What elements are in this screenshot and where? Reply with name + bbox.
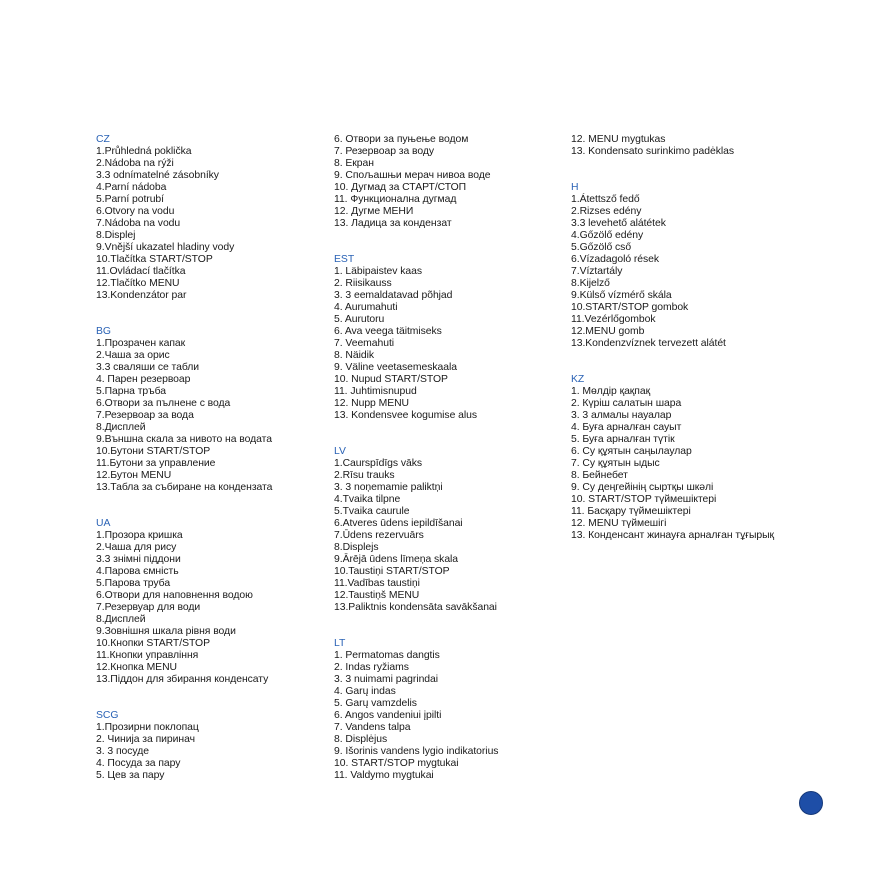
section-heading: BG: [96, 326, 112, 337]
list-item: 7.Резервоар за вода: [96, 410, 194, 421]
list-item: 9. Су деңгейінің сыртқы шкәлі: [571, 482, 714, 493]
list-item: 8. Näidik: [334, 350, 374, 361]
list-item: 10. START/STOP түймешіктері: [571, 494, 717, 505]
list-item: 7.Ūdens rezervuārs: [334, 530, 424, 541]
section-h: [571, 182, 801, 350]
list-item: 5. Aurutoru: [334, 314, 385, 325]
list-item: 12.Taustiņš MENU: [334, 590, 420, 601]
list-item: 6.Atveres ūdens iepildīšanai: [334, 518, 463, 529]
list-item: 13.Kondenzátor par: [96, 290, 187, 301]
list-item: 5.Парна тръба: [96, 386, 166, 397]
list-item: 6.Vízadagoló rések: [571, 254, 660, 265]
list-item: 8.Дисплей: [96, 614, 146, 625]
list-item: 8. Бейнебет: [571, 470, 628, 481]
list-item: 13. Конденсант жинауға арналған тұғырық: [571, 530, 775, 541]
section-kz: [571, 374, 801, 542]
list-item: 12.Tlačítko MENU: [96, 278, 180, 289]
section-ua: [96, 518, 326, 686]
list-item: 7.Резервуар для води: [96, 602, 201, 613]
list-item: 5. Буға арналған түтік: [571, 434, 675, 445]
list-item: 3. 3 nuimami pagrindai: [334, 674, 439, 685]
list-item: 2. Riisikauss: [334, 278, 392, 289]
list-item: 11. Juhtimisnupud: [334, 386, 417, 397]
list-item: 3.3 levehető alátétek: [571, 218, 666, 229]
list-item: 11. Valdymo mygtukai: [334, 770, 434, 781]
list-item: 13.Табла за събиране на кондензата: [96, 482, 273, 493]
list-item: 5.Tvaika caurule: [334, 506, 410, 517]
list-item: 12. Nupp MENU: [334, 398, 410, 409]
list-item: 6. Отвори за пуњење водом: [334, 134, 469, 145]
list-item: 5.Парова труба: [96, 578, 171, 589]
section-lt: [334, 638, 564, 782]
column-1: [96, 134, 326, 782]
list-item: 7. Резервоар за воду: [334, 146, 435, 157]
list-item: 13.Піддон для збирання конденсату: [96, 674, 269, 685]
list-item: 6. Ava veega täitmiseks: [334, 326, 442, 337]
list-item: 7. Veemahuti: [334, 338, 395, 349]
list-item: 5.Gőzölő cső: [571, 242, 632, 253]
section-cz: [96, 134, 326, 302]
section-heading: UA: [96, 518, 111, 529]
list-item: 6. Су құятын саңылаулар: [571, 446, 692, 457]
list-item: 4. Парен резервоар: [96, 374, 191, 385]
list-item: 5. Garų vamzdelis: [334, 698, 417, 709]
list-item: 10.Taustiņi START/STOP: [334, 566, 450, 577]
column-2: [334, 134, 564, 782]
list-item: 6.Отвори для наповнення водою: [96, 590, 253, 601]
section-bg: [96, 326, 326, 494]
list-item: 1. Мөлдір қақпақ: [571, 386, 651, 397]
list-item: 4.Gőzölő edény: [571, 230, 644, 241]
list-item: 9. Спољашњи мерач нивоа воде: [334, 170, 491, 181]
list-item: 1.Průhledná poklička: [96, 146, 192, 157]
list-item: 7. Су құятын ыдыс: [571, 458, 660, 469]
list-item: 4.Tvaika tilpne: [334, 494, 401, 505]
list-item: 8.Kijelző: [571, 278, 610, 289]
list-item: 9. Väline veetasemeskaala: [334, 362, 457, 373]
list-item: 11. Басқару түймешіктері: [571, 506, 691, 517]
list-item: 12. MENU mygtukas: [571, 134, 666, 145]
list-item: 3. 3 посуде: [96, 746, 149, 757]
section-lt-continued: [571, 134, 801, 158]
list-item: 2.Rīsu trauks: [334, 470, 395, 481]
list-item: 9. Išorinis vandens lygio indikatorius: [334, 746, 499, 757]
list-item: 5. Цев за пару: [96, 770, 165, 781]
list-item: 12.Кнопка MENU: [96, 662, 177, 673]
list-item: 1. Permatomas dangtis: [334, 650, 440, 661]
list-item: 4. Посуда за пару: [96, 758, 181, 769]
list-item: 10. Nupud START/STOP: [334, 374, 448, 385]
list-item: 13. Ладица за кондензат: [334, 218, 452, 229]
list-item: 12.Бутон MENU: [96, 470, 172, 481]
list-item: 6. Angos vandeniui įpilti: [334, 710, 442, 721]
page-marker-dot: [799, 791, 823, 815]
list-item: 1.Прозора кришка: [96, 530, 183, 541]
list-item: 10.Кнопки START/STOP: [96, 638, 210, 649]
section-scg: [96, 710, 326, 782]
list-item: 1.Caurspīdīgs vāks: [334, 458, 423, 469]
list-item: 8. Displėjus: [334, 734, 388, 745]
list-item: 9.Зовнішня шкала рівня води: [96, 626, 236, 637]
section-heading: EST: [334, 254, 355, 265]
list-item: 11.Vezérlőgombok: [571, 314, 656, 325]
list-item: 9.Ārējā ūdens līmeņa skala: [334, 554, 459, 565]
section-est: [334, 254, 564, 422]
list-item: 11. Функционална дугмад: [334, 194, 457, 205]
list-item: 3. 3 алмалы науалар: [571, 410, 672, 421]
list-item: 9.Külső vízmérő skála: [571, 290, 672, 301]
list-item: 4. Aurumahuti: [334, 302, 398, 313]
list-item: 6.Otvory na vodu: [96, 206, 175, 217]
list-item: 10.START/STOP gombok: [571, 302, 689, 313]
list-item: 7. Vandens talpa: [334, 722, 411, 733]
list-item: 6.Отвори за пълнене с вода: [96, 398, 231, 409]
list-item: 3.3 сваляши се табли: [96, 362, 200, 373]
list-item: 3.3 знімні піддони: [96, 554, 181, 565]
list-item: 10. Дугмад за СТАРТ/СТОП: [334, 182, 467, 193]
list-item: 12. MENU түймешігі: [571, 518, 667, 529]
list-item: 4. Буға арналған сауыт: [571, 422, 682, 433]
list-item: 10. START/STOP mygtukai: [334, 758, 459, 769]
list-item: 10.Бутони START/STOP: [96, 446, 211, 457]
list-item: 2.Rizses edény: [571, 206, 642, 217]
list-item: 11.Vadības taustiņi: [334, 578, 420, 589]
list-item: 12. Дугме МЕНИ: [334, 206, 414, 217]
section-heading: LT: [334, 638, 346, 649]
column-3: [571, 134, 801, 542]
list-item: 2.Чаша за орис: [96, 350, 170, 361]
list-item: 7.Víztartály: [571, 266, 623, 277]
list-item: 3.3 odnímatelné zásobníky: [96, 170, 219, 181]
list-item: 1.Прозрачен капак: [96, 338, 186, 349]
list-item: 4.Парова ємність: [96, 566, 179, 577]
list-item: 9.Vnější ukazatel hladiny vody: [96, 242, 235, 253]
section-scg-continued: [334, 134, 564, 230]
section-heading: LV: [334, 446, 346, 457]
list-item: 13.Paliktnis kondensāta savākšanai: [334, 602, 497, 613]
list-item: 2.Чаша для рису: [96, 542, 177, 553]
list-item: 11.Кнопки управління: [96, 650, 199, 661]
list-item: 11.Ovládací tlačítka: [96, 266, 186, 277]
list-item: 11.Бутони за управление: [96, 458, 216, 469]
list-item: 1.Прозирни поклопац: [96, 722, 199, 733]
section-lv: [334, 446, 564, 614]
list-item: 2. Күріш салатын шара: [571, 398, 682, 409]
section-heading: H: [571, 182, 579, 193]
list-item: 3. 3 noņemamie paliktņi: [334, 482, 443, 493]
list-item: 1. Läbipaistev kaas: [334, 266, 423, 277]
list-item: 5.Parní potrubí: [96, 194, 164, 205]
list-item: 9.Външна скала за нивото на водата: [96, 434, 272, 445]
list-item: 4. Garų indas: [334, 686, 396, 697]
list-item: 3. 3 eemaldatavad põhjad: [334, 290, 453, 301]
list-item: 8.Дисплей: [96, 422, 146, 433]
list-item: 13. Kondensvee kogumise alus: [334, 410, 478, 421]
list-item: 2. Indas ryžiams: [334, 662, 409, 673]
section-heading: SCG: [96, 710, 119, 721]
list-item: 7.Nádoba na vodu: [96, 218, 181, 229]
list-item: 8. Екран: [334, 158, 374, 169]
list-item: 12.MENU gomb: [571, 326, 645, 337]
list-item: 13.Kondenzvíznek tervezett alátét: [571, 338, 726, 349]
list-item: 10.Tlačítka START/STOP: [96, 254, 213, 265]
section-heading: CZ: [96, 134, 110, 145]
list-item: 8.Displejs: [334, 542, 379, 553]
list-item: 2.Nádoba na rýži: [96, 158, 174, 169]
list-item: 8.Displej: [96, 230, 136, 241]
section-heading: KZ: [571, 374, 585, 385]
list-item: 4.Parní nádoba: [96, 182, 167, 193]
list-item: 1.Átettsző fedő: [571, 194, 640, 205]
list-item: 2. Чинија за пиринач: [96, 734, 195, 745]
list-item: 13. Kondensato surinkimo padėklas: [571, 146, 734, 157]
